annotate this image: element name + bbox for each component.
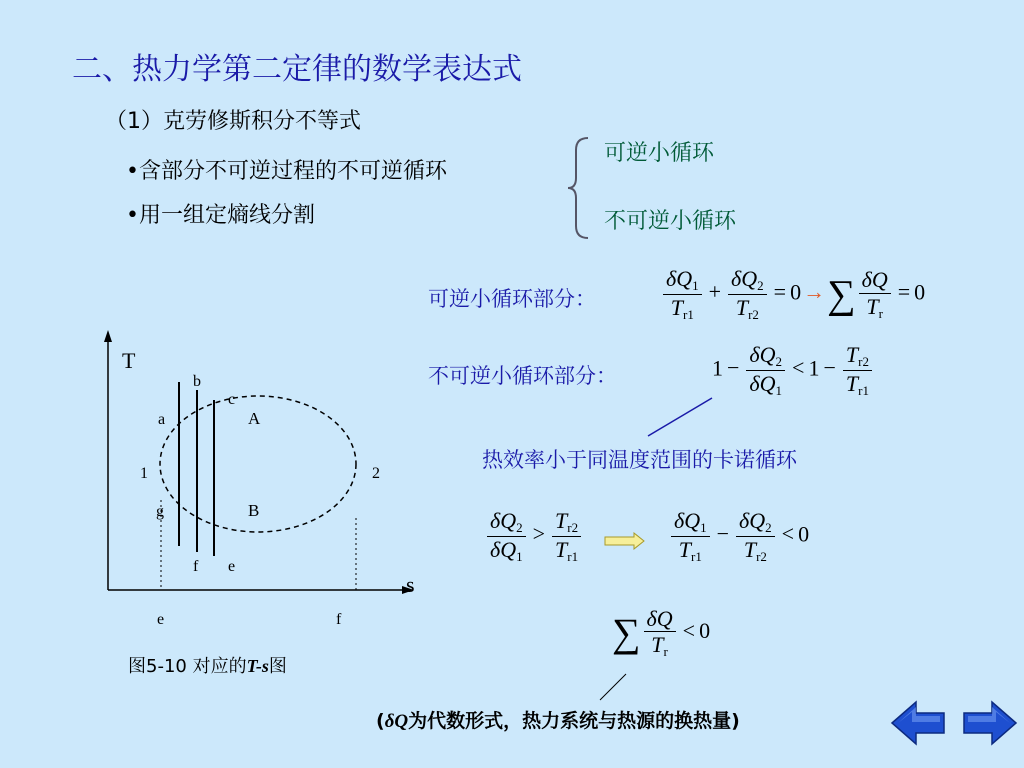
region-label: A: [248, 409, 261, 428]
point-label: f: [336, 611, 342, 628]
implies-arrow-icon: [604, 532, 646, 550]
arrow-left-icon: [890, 698, 946, 748]
point-label: e: [157, 611, 165, 628]
point-label: f: [193, 558, 199, 575]
clausius-inequality: ∑ $\frac{\delta Q}{T_r}$ < 0: [612, 606, 711, 660]
implies-arrow-icon: →: [803, 279, 826, 305]
page-title: 二、热力学第二定律的数学表达式: [72, 52, 522, 87]
point-label: e: [228, 558, 236, 575]
next-slide-button[interactable]: [962, 698, 1018, 748]
ts-diagram: [100, 328, 430, 628]
sum-inequality: $\frac{\delta Q_1}{T_{r1}}$ − $\frac{\delta Q_2}{T_{r2}}$ < 0: [668, 508, 809, 565]
brace-icon: [566, 136, 592, 240]
reversible-formula: $\frac{\delta Q_1}{T_{r1}}$ + $\frac{\delta Q_2}{T_{r2}}$ = 0→∑ $\frac{\delta Q}{T_r}$ = 0: [660, 266, 925, 323]
s-axis-label: s: [406, 572, 415, 597]
pointer-line: [640, 392, 720, 442]
point-label: b: [193, 373, 201, 390]
ratio-inequality: $\frac{\delta Q_2}{\delta Q_1}$ > $\frac{T_{r2}}{T_{r1}}$: [484, 508, 584, 565]
point-label: 1: [140, 465, 148, 482]
figure-caption: 图5-10 对应的T-s图: [128, 656, 287, 677]
point-label: a: [158, 411, 166, 428]
efficiency-note: 热效率小于同温度范围的卡诺循环: [482, 448, 797, 472]
t-axis-label: T: [122, 348, 136, 373]
irreversible-part-label: 不可逆小循环部分：: [428, 364, 617, 388]
reversible-part-label: 可逆小循环部分：: [428, 287, 596, 311]
irreversible-formula: 1 − $\frac{\delta Q_2}{\delta Q_1}$ < 1 − $\frac{T_{r2}}{T_{r1}}$: [712, 342, 875, 399]
footnote: (δQ为代数形式，热力系统与热源的换热量): [376, 710, 740, 732]
brace-item-reversible: 可逆小循环: [604, 141, 715, 166]
arrow-right-icon: [962, 698, 1018, 748]
point-label: g: [156, 503, 164, 520]
section-subtitle: （1）克劳修斯积分不等式: [105, 109, 361, 134]
point-label: c: [228, 391, 236, 408]
bullet-irreversible-cycle: •含部分不可逆过程的不可逆循环: [126, 159, 447, 184]
t-axis-arrow-icon: [104, 330, 112, 342]
point-label: 2: [372, 465, 380, 482]
bullet-isentropic-split: •用一组定熵线分割: [126, 203, 315, 228]
region-label: B: [248, 501, 260, 520]
prev-slide-button[interactable]: [890, 698, 946, 748]
brace-item-irreversible: 不可逆小循环: [604, 209, 737, 234]
note-pointer-line: [596, 672, 632, 702]
